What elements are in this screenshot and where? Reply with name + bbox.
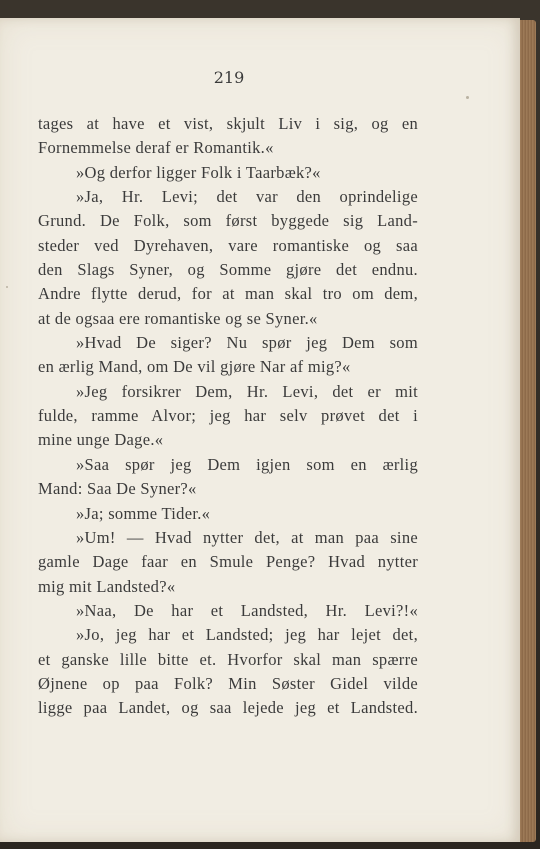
text-line: et ganske lille bitte et. Hvorfor skal man spærre xyxy=(38,649,418,669)
text-line: »Um! — Hvad nytter det, at man paa sine xyxy=(76,527,418,547)
text-line: Fornemmelse deraf er Romantik.« xyxy=(38,138,274,158)
text-line: fulde, ramme Alvor; jeg har selv prøvet det i xyxy=(38,406,418,426)
text-line: tages at have et vist, skjult Liv i sig, og en xyxy=(38,114,418,133)
text-line: »Saa spør jeg Dem igjen som en ærlig xyxy=(76,454,418,474)
paper-speck xyxy=(466,96,469,99)
text-line: at de ogsaa ere romantiske og se Syner.« xyxy=(38,308,318,328)
text-line: »Jo, jeg har et Landsted; jeg har lejet det, xyxy=(76,625,418,645)
text-line: Andre flytte derud, for at man skal tro om dem, xyxy=(38,284,418,304)
text-line: Øjnene op paa Folk? Min Søster Gidel vilde xyxy=(38,673,418,693)
text-line: »Og derfor ligger Folk i Taarbæk?« xyxy=(76,162,321,182)
text-line: mine unge Dage.« xyxy=(38,430,164,450)
text-line: den Slags Syner, og Somme gjøre det endnu. xyxy=(38,260,418,280)
text-line: gamle Dage faar en Smule Penge? Hvad nytter xyxy=(38,552,418,572)
text-line: ligge paa Landet, og saa lejede jeg et Landsted. xyxy=(38,698,418,718)
text-line: »Jeg forsikrer Dem, Hr. Levi, det er mit xyxy=(76,381,418,401)
text-line: »Hvad De siger? Nu spør jeg Dem som xyxy=(76,333,418,353)
text-line: »Ja; somme Tider.« xyxy=(76,503,211,523)
text-line: Mand: Saa De Syner?« xyxy=(38,479,197,499)
page-number: 219 xyxy=(213,68,245,87)
text-line: en ærlig Mand, om De vil gjøre Nar af mig?« xyxy=(38,357,351,377)
text-line: steder ved Dyrehaven, vare romantiske og saa xyxy=(38,235,418,255)
text-line: »Ja, Hr. Levi; det var den oprindelige xyxy=(76,187,418,207)
text-line: mig mit Landsted?« xyxy=(38,576,176,596)
body-text xyxy=(38,112,418,721)
text-line: Grund. De Folk, som først byggede sig Land- xyxy=(38,211,418,231)
text-line: »Naa, De har et Landsted, Hr. Levi?!« xyxy=(76,600,418,620)
paper-speck xyxy=(6,286,8,288)
